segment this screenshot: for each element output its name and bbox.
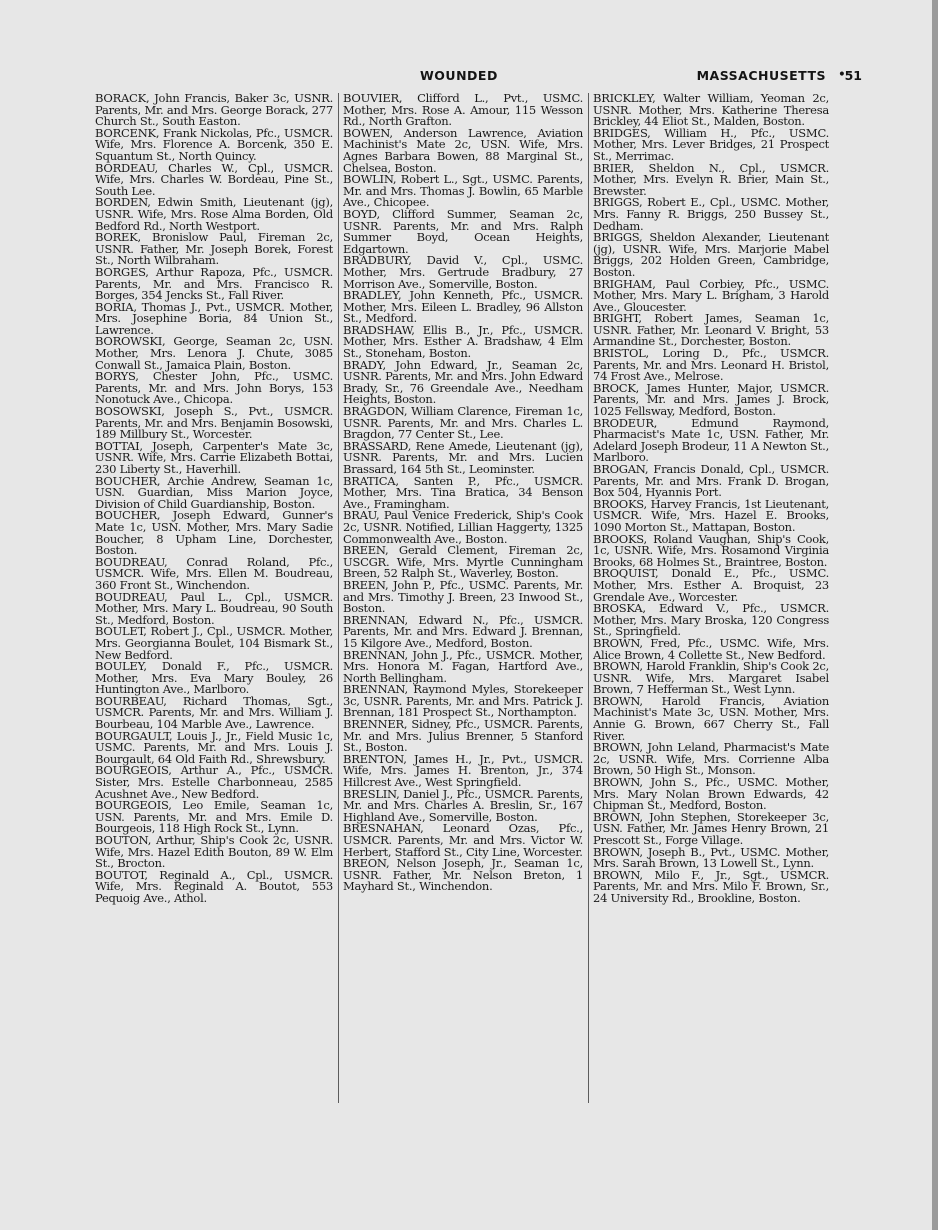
casualty-entry: BRIGHAM, Paul Corbiey, Pfc., USMC. Mother, Mrs. Mary L. Brigham, 3 Harold Ave., Gloucester. [593, 276, 829, 314]
casualty-entry: BREEN, Gerald Clement, Fireman 2c, USCGR. Wife, Mrs. Myrtle Cunningham Breen, 52 Ralph St., Waverley, Boston. [343, 543, 583, 581]
casualty-entry: BRISTOL, Loring D., Pfc., USMCR. Parents, Mr. and Mrs. Leonard H. Bristol, 74 Frost Ave., Melrose. [593, 346, 829, 384]
casualty-entry: BORIA, Thomas J., Pvt., USMCR. Mother, Mrs. Josephine Boria, 84 Union St., Lawrence. [95, 299, 333, 337]
casualty-entry: BRICKLEY, Walter William, Yeoman 2c, USNR. Mother, Mrs. Katherine Theresa Brickley, 44 Eliot St., Malden, Boston. [593, 93, 829, 129]
casualty-entry: BOYD, Clifford Summer, Seaman 2c, USNR. Parents, Mr. and Mrs. Ralph Summer Boyd, Ocean Heights, Edgartown. [343, 206, 583, 256]
casualty-entry: BOUTOT, Reginald A., Cpl., USMCR. Wife, Mrs. Reginald A. Boutot, 553 Pequoig Ave., Athol. [95, 867, 333, 905]
casualty-entry: BOSOWSKI, Joseph S., Pvt., USMCR. Parents, Mr. and Mrs. Benjamin Bosowski, 189 Millbury St., Worcester. [95, 404, 333, 442]
casualty-entry: BROWN, Fred, Pfc., USMC. Wife, Mrs. Alice Brown, 4 Collette St., New Bedford. [593, 635, 829, 662]
column-divider [588, 93, 589, 1103]
casualty-entry: BRENNER, Sidney, Pfc., USMCR. Parents, Mr. and Mrs. Julius Brenner, 5 Stanford St., Boston. [343, 717, 583, 755]
casualty-entry: BOURGEOIS, Arthur A., Pfc., USMCR. Sister, Mrs. Estelle Charbonneau, 2585 Acushnet Ave., New Bedford. [95, 763, 333, 801]
scan-edge [932, 0, 938, 1230]
column-2 [343, 93, 583, 1113]
casualty-entry: BOUCHER, Archie Andrew, Seaman 1c, USN. Guardian, Miss Marion Joyce, Division of Child Guardianship, Boston. [95, 473, 333, 511]
casualty-entry: BOREK, Bronislow Paul, Fireman 2c, USNR. Father, Mr. Joseph Borek, Forest St., North Wilbraham. [95, 230, 333, 268]
casualty-entry: BORACK, John Francis, Baker 3c, USNR. Parents, Mr. and Mrs. George Borack, 277 Church St., South Easton. [95, 93, 333, 129]
casualty-entry: BOROWSKI, George, Seaman 2c, USN. Mother, Mrs. Lenora J. Chute, 3085 Conwall St., Jamaica Plain, Boston. [95, 334, 333, 372]
casualty-entry: BOWEN, Anderson Lawrence, Aviation Machinist's Mate 2c, USN. Wife, Mrs. Agnes Barbara Bowen, 88 Marginal St., Chelsea, Boston. [343, 125, 583, 175]
casualty-entry: BRENNAN, Raymond Myles, Storekeeper 3c, USNR. Parents, Mr. and Mrs. Patrick J. Brennan, 181 Prospect St., Northampton. [343, 682, 583, 720]
casualty-entry: BRATICA, Santen P., Pfc., USMCR. Mother, Mrs. Tina Bratica, 34 Benson Ave., Framingham. [343, 473, 583, 511]
casualty-entry: BROWN, Milo F., Jr., Sgt., USMCR. Parents, Mr. and Mrs. Milo F. Brown, Sr., 24 University Rd., Brookline, Boston. [593, 867, 829, 905]
casualty-entry: BROWN, John S., Pfc., USMC. Mother, Mrs. Mary Nolan Brown Edwards, 42 Chipman St., Medford, Boston. [593, 775, 829, 813]
header-bullet: • [837, 67, 846, 83]
casualty-entry: BRODEUR, Edmund Raymond, Pharmacist's Mate 1c, USN. Father, Mr. Adelard Joseph Brodeur, 11 A Newton St., Marlboro. [593, 415, 829, 465]
casualty-entry: BORDEN, Edwin Smith, Lieutenant (jg), USNR. Wife, Mrs. Rose Alma Borden, Old Bedford Rd., North Westport. [95, 195, 333, 233]
column-divider [338, 93, 339, 1103]
casualty-entry: BRENNAN, Edward N., Pfc., USMCR. Parents, Mr. and Mrs. Edward J. Brennan, 15 Kilgore Ave., Medford, Boston. [343, 612, 583, 650]
section-title: WOUNDED [420, 68, 498, 83]
casualty-entry: BRADLEY, John Kenneth, Pfc., USMCR. Mother, Mrs. Eileen L. Bradley, 96 Allston St., Medford. [343, 288, 583, 326]
casualty-entry: BROOKS, Harvey Francis, 1st Lieutenant, USMCR. Wife, Mrs. Hazel E. Brooks, 1090 Morton St., Mattapan, Boston. [593, 496, 829, 534]
casualty-entry: BROSKA, Edward V., Pfc., USMCR. Mother, Mrs. Mary Broska, 120 Congress St., Springfield. [593, 601, 829, 639]
casualty-entry: BOUDREAU, Paul L., Cpl., USMCR. Mother, Mrs. Mary L. Boudreau, 90 South St., Medford, Boston. [95, 589, 333, 627]
casualty-entry: BROQUIST, Donald E., Pfc., USMC. Mother, Mrs. Esther A. Broquist, 23 Grendale Ave., Worcester. [593, 566, 829, 604]
casualty-entry: BRIGHT, Robert James, Seaman 1c, USNR. Father, Mr. Leonard V. Bright, 53 Armandine St., Dorchester, Boston. [593, 311, 829, 349]
page-number: 51 [844, 68, 862, 83]
casualty-entry: BOURGEOIS, Leo Emile, Seaman 1c, USN. Parents, Mr. and Mrs. Emile D. Bourgeois, 118 High Rock St., Lynn. [95, 798, 333, 836]
page-header [0, 68, 938, 90]
casualty-entry: BOURGAULT, Louis J., Jr., Field Music 1c, USMC. Parents, Mr. and Mrs. Louis J. Bourgault, 64 Old Faith Rd., Shrewsbury. [95, 728, 333, 766]
casualty-entry: BREEN, John P., Pfc., USMC. Parents, Mr. and Mrs. Timothy J. Breen, 23 Inwood St., Boston. [343, 577, 583, 616]
casualty-entry: BRIGGS, Sheldon Alexander, Lieutenant (jg), USNR. Wife, Mrs. Marjorie Mabel Briggs, 202 Holden Green, Cambridge, Boston. [593, 230, 829, 279]
casualty-entry: BRASSARD, Rene Amede, Lieutenant (jg), USNR. Parents, Mr. and Mrs. Lucien Brassard, 164 5th St., Leominster. [343, 438, 583, 476]
casualty-entry: BORGES, Arthur Rapoza, Pfc., USMCR. Parents, Mr. and Mrs. Francisco R. Borges, 354 Jencks St., Fall River. [95, 264, 333, 303]
casualty-entry: BOWLIN, Robert L., Sgt., USMC. Parents, Mr. and Mrs. Thomas J. Bowlin, 65 Marble Ave., Chicopee. [343, 172, 583, 210]
state-title: MASSACHUSETTS [696, 68, 826, 83]
casualty-entry: BOUDREAU, Conrad Roland, Pfc., USMCR. Wife, Mrs. Ellen M. Boudreau, 360 Front St., Winchendon. [95, 554, 333, 592]
casualty-entry: BROWN, John Leland, Pharmacist's Mate 2c, USNR. Wife, Mrs. Corrienne Alba Brown, 50 High St., Monson. [593, 740, 829, 778]
casualty-entry: BROWN, Joseph B., Pvt., USMC. Mother, Mrs. Sarah Brown, 13 Lowell St., Lynn. [593, 844, 829, 871]
casualty-entry: BROWN, Harold Francis, Aviation Machinist's Mate 3c, USN. Mother, Mrs. Annie G. Brown, 667 Cherry St., Fall River. [593, 693, 829, 743]
casualty-entry: BROWN, Harold Franklin, Ship's Cook 2c, USNR. Wife, Mrs. Margaret Isabel Brown, 7 Hefferman St., West Lynn. [593, 659, 829, 697]
casualty-entry: BROOKS, Roland Vaughan, Ship's Cook, 1c, USNR. Wife, Mrs. Rosamond Virginia Brooks, 68 Holmes St., Braintree, Boston. [593, 531, 829, 569]
casualty-entry: BRIER, Sheldon N., Cpl., USMCR. Mother, Mrs. Evelyn R. Brier, Main St., Brewster. [593, 160, 829, 198]
casualty-entry: BOUCHER, Joseph Edward, Gunner's Mate 1c, USN. Mother, Mrs. Mary Sadie Boucher, 8 Upham Line, Dorchester, Boston. [95, 508, 333, 558]
casualty-entry: BORCENK, Frank Nickolas, Pfc., USMCR. Wife, Mrs. Florence A. Borcenk, 350 E. Squantum St., North Quincy. [95, 125, 333, 163]
casualty-entry: BRAU, Paul Venice Frederick, Ship's Cook 2c, USNR. Notified, Lillian Haggerty, 1325 Commonwealth Ave., Boston. [343, 508, 583, 546]
column-3 [593, 93, 829, 1113]
casualty-entry: BRIDGES, William H., Pfc., USMC. Mother, Mrs. Lever Bridges, 21 Prospect St., Merrimac. [593, 125, 829, 163]
casualty-entry: BOULEY, Donald F., Pfc., USMCR. Mother, Mrs. Eva Mary Bouley, 26 Huntington Ave., Marlboro. [95, 659, 333, 697]
casualty-entry: BOURBEAU, Richard Thomas, Sgt., USMCR. Parents, Mr. and Mrs. William J. Bourbeau, 104 Marble Ave., Lawrence. [95, 693, 333, 732]
casualty-entry: BROGAN, Francis Donald, Cpl., USMCR. Parents, Mr. and Mrs. Frank D. Brogan, Box 504, Hyannis Port. [593, 462, 829, 500]
casualty-entry: BRIGGS, Robert E., Cpl., USMC. Mother, Mrs. Fanny R. Briggs, 250 Bussey St., Dedham. [593, 195, 829, 233]
casualty-entry: BREON, Nelson Joseph, Jr., Seaman 1c, USNR. Father, Mr. Nelson Breton, 1 Mayhard St., Winchendon. [343, 856, 583, 894]
casualty-entry: BRADBURY, David V., Cpl., USMC. Mother, Mrs. Gertrude Bradbury, 27 Morrison Ave., Somerville, Boston. [343, 253, 583, 291]
casualty-entry: BROCK, James Hunter, Major, USMCR. Parents, Mr. and Mrs. James J. Brock, 1025 Fellsway, Medford, Boston. [593, 380, 829, 419]
casualty-entry: BRESLIN, Daniel J., Pfc., USMCR. Parents, Mr. and Mrs. Charles A. Breslin, Sr., 167 Highland Ave., Somerville, Boston. [343, 786, 583, 824]
casualty-entry: BOUTON, Arthur, Ship's Cook 2c, USNR. Wife, Mrs. Hazel Edith Bouton, 89 W. Elm St., Brocton. [95, 833, 333, 871]
casualty-entry: BRADY, John Edward, Jr., Seaman 2c, USNR. Parents, Mr. and Mrs. John Edward Brady, Sr., 76 Greendale Ave., Needham Heights, Boston. [343, 357, 583, 407]
casualty-entry: BRAGDON, William Clarence, Fireman 1c, USNR. Parents, Mr. and Mrs. Charles L. Bragdon, 77 Center St., Lee. [343, 404, 583, 442]
casualty-entry: BOTTAI, Joseph, Carpenter's Mate 3c, USNR. Wife, Mrs. Carrie Elizabeth Bottai, 230 Liberty St., Haverhill. [95, 438, 333, 476]
casualty-entry: BRESNAHAN, Leonard Ozas, Pfc., USMCR. Parents, Mr. and Mrs. Victor W. Herbert, Stafford St., City Line, Worcester. [343, 821, 583, 859]
casualty-entry: BRADSHAW, Ellis B., Jr., Pfc., USMCR. Mother, Mrs. Esther A. Bradshaw, 4 Elm St., Stoneham, Boston. [343, 322, 583, 361]
casualty-entry: BORYS, Chester John, Pfc., USMC. Parents, Mr. and Mrs. John Borys, 153 Nonotuck Ave., Chicopa. [95, 369, 333, 407]
casualty-entry: BOULET, Robert J., Cpl., USMCR. Mother, Mrs. Georgianna Boulet, 104 Bismark St., New Bedford. [95, 624, 333, 662]
column-1 [95, 93, 333, 1113]
casualty-entry: BROWN, John Stephen, Storekeeper 3c, USN. Father, Mr. James Henry Brown, 21 Prescott St., Forge Village. [593, 809, 829, 847]
casualty-entry: BRENTON, James H., Jr., Pvt., USMCR. Wife, Mrs. James H. Brenton, Jr., 374 Hillcrest Ave., West Springfield. [343, 751, 583, 790]
casualty-entry: BRENNAN, John J., Pfc., USMCR. Mother, Mrs. Honora M. Fagan, Hartford Ave., North Bellingham. [343, 647, 583, 685]
casualty-entry: BOUVIER, Clifford L., Pvt., USMC. Mother, Mrs. Rose A. Amour, 115 Wesson Rd., North Grafton. [343, 93, 583, 129]
casualty-entry: BORDEAU, Charles W., Cpl., USMCR. Wife, Mrs. Charles W. Bordeau, Pine St., South Lee. [95, 160, 333, 198]
